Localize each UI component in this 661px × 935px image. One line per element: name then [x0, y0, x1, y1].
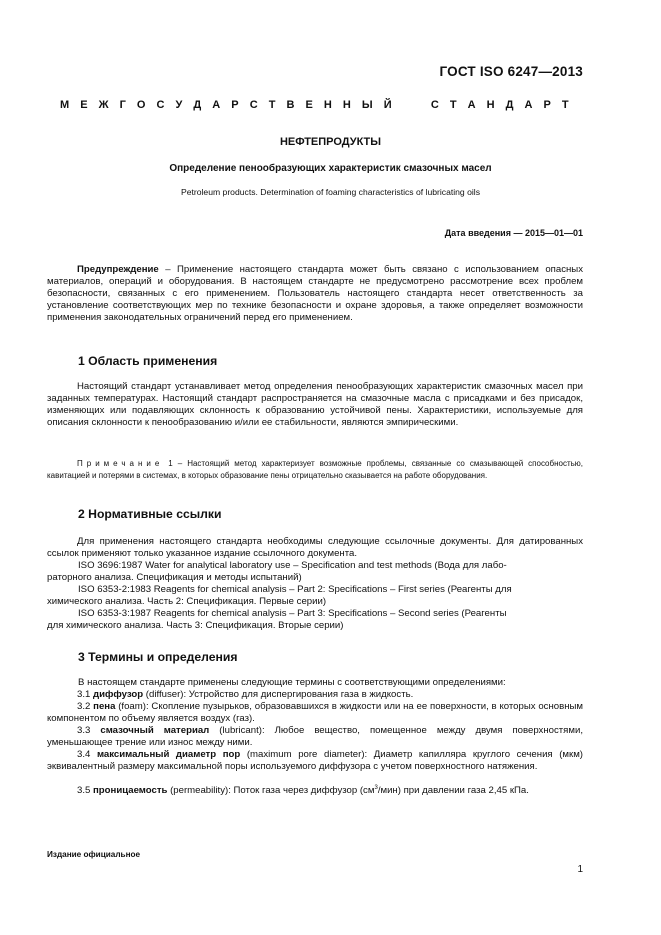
official-edition-label: Издание официальное	[47, 850, 141, 859]
banner-letter: С	[156, 99, 165, 111]
note-label: Примечание	[77, 459, 164, 468]
banner-letter: Н	[323, 99, 332, 111]
reference-line: ISO 6353-2:1983 Reagents for chemical analysis – Part 2: Specifications – First series (Реагенты для	[78, 584, 512, 595]
banner-letter	[403, 99, 406, 111]
english-title: Petroleum products. Determination of foaming characteristics of lubricating oils	[180, 187, 480, 197]
document-title: НЕФТЕПРОДУКТЫ	[279, 136, 382, 148]
banner-letter: С	[249, 99, 258, 111]
introduction-date: Дата введения — 2015—01—01	[444, 228, 583, 238]
terms-intro: В настоящем стандарте применены следующие термины с соответствующими определениями:	[78, 677, 506, 688]
section-heading-terms: 3 Термины и определения	[78, 650, 238, 664]
banner-letter: М	[60, 99, 70, 111]
banner-letter: Ы	[361, 99, 373, 111]
banner-letter: Р	[231, 99, 239, 111]
document-code: ГОСТ ISO 6247—2013	[439, 64, 583, 79]
banner-letter: А	[212, 99, 221, 111]
reference-line: раторного анализа. Спецификация и методы испытаний)	[47, 572, 302, 583]
banner-letter: Н	[342, 99, 351, 111]
document-subtitle: Определение пенообразующих характеристик смазочных масел	[169, 163, 492, 174]
banner-letter: Г	[119, 99, 126, 111]
term-name: смазочный материал	[100, 725, 210, 736]
page-number: 1	[577, 864, 583, 875]
banner-letter: Д	[505, 99, 514, 111]
banner-letter: С	[430, 99, 439, 111]
term-name: проницаемость	[93, 785, 168, 796]
reference-line: ISO 3696:1987 Water for analytical laboratory use – Specification and test methods (Вода для лабо-	[78, 560, 507, 571]
banner-letter: О	[136, 99, 146, 111]
banner-letter: А	[524, 99, 533, 111]
banner-letter: Д	[193, 99, 202, 111]
section-heading-scope: 1 Область применения	[78, 354, 218, 368]
term-definition: 3.5 проницаемость (permeability): Поток газа через диффузор $(см^3/мин)$ при давлении газа 2,45 кПа.	[77, 784, 529, 796]
term-definition: 3.2 пена (foam): Скопление пузырьков, образовавшихся в жидкости или на ее поверхности, в которых основным компонентом по объему является воздух (газ).	[47, 701, 584, 725]
term-definition: 3.1 диффузор (diffuser): Устройство для диспергирования газа в жидкость.	[77, 689, 414, 700]
banner-letter: Е	[305, 99, 313, 111]
warning-paragraph	[47, 264, 583, 324]
reference-line: ISO 6353-3:1987 Reagents for chemical analysis – Part 3: Specifications – Second series (Реагенты	[78, 608, 507, 619]
reference-line: для химического анализа. Часть 3: Спецификация. Вторые серии)	[47, 620, 344, 631]
references-intro: Для применения настоящего стандарта необходимы следующие ссылочные документы. Для датированных ссылок применяют только указанное издание ссылочного документа.	[47, 536, 583, 560]
scope-paragraph: Настоящий стандарт устанавливает метод определения пенообразующих характеристик смазочных масел при заданных температурах. Настоящий стандарт распространяется на смазочные масла с присадками и без присадок, изменяющих или подавляющих склонность к образованию устойчивой пены. Характеристики, используемые для описания склонности к пенообразованию и/или ее стабильности, являются эмпирическими.	[47, 381, 583, 429]
note-paragraph	[47, 458, 583, 481]
banner-letter: У	[175, 99, 183, 111]
banner-letter: Й	[383, 99, 392, 111]
warning-label: Предупреждение	[77, 264, 159, 275]
term-name: пена	[93, 701, 116, 712]
banner-letter: Р	[543, 99, 551, 111]
note-text: 1 – Настоящий метод характеризует возможные проблемы, связанные со смазывающей способностью, кавитацией и потерями в системах, в которых образование пены отрицательно сказывается на работе оборудования.	[47, 459, 583, 480]
term-definition: 3.4 максимальный диаметр пор (maximum pore diameter): Диаметр капилляра круглого сечения (мкм) эквивалентный размеру максимальной поры используемого диффузора с учетом поверхностного натяжения.	[47, 749, 583, 773]
banner-letter: Е	[80, 99, 88, 111]
banner-letter: Т	[561, 99, 569, 111]
standard-type-banner	[60, 99, 569, 111]
term-name: диффузор	[93, 689, 144, 700]
term-name: максимальный диаметр пор	[96, 749, 241, 760]
term-definition: 3.3 смазочный материал (lubricant): Любое вещество, помещенное между двумя поверхностями, уменьшающее трение или износ между ними.	[47, 725, 583, 749]
banner-letter: А	[467, 99, 476, 111]
banner-letter: Т	[268, 99, 276, 111]
warning-text: – Применение настоящего стандарта может быть связано с использованием опасных материалов, операций и оборудования. В настоящем стандарте не предусмотрено рассмотрение всех проблем безопасности, связанных с его применением. Пользователь настоящего стандарта несет ответственность за установление соответствующих мер по технике безопасности и охране здоровья, а также определяет возможности применения законодательных ограничений перед его применением.	[47, 264, 583, 324]
section-heading-references: 2 Нормативные ссылки	[78, 507, 222, 521]
banner-letter: Т	[449, 99, 457, 111]
banner-letter: Ж	[98, 99, 109, 111]
banner-letter: Н	[486, 99, 495, 111]
banner-letter: В	[286, 99, 295, 111]
reference-line: химического анализа. Часть 2: Спецификация. Первые серии)	[47, 596, 327, 607]
banner-letter	[417, 99, 420, 111]
